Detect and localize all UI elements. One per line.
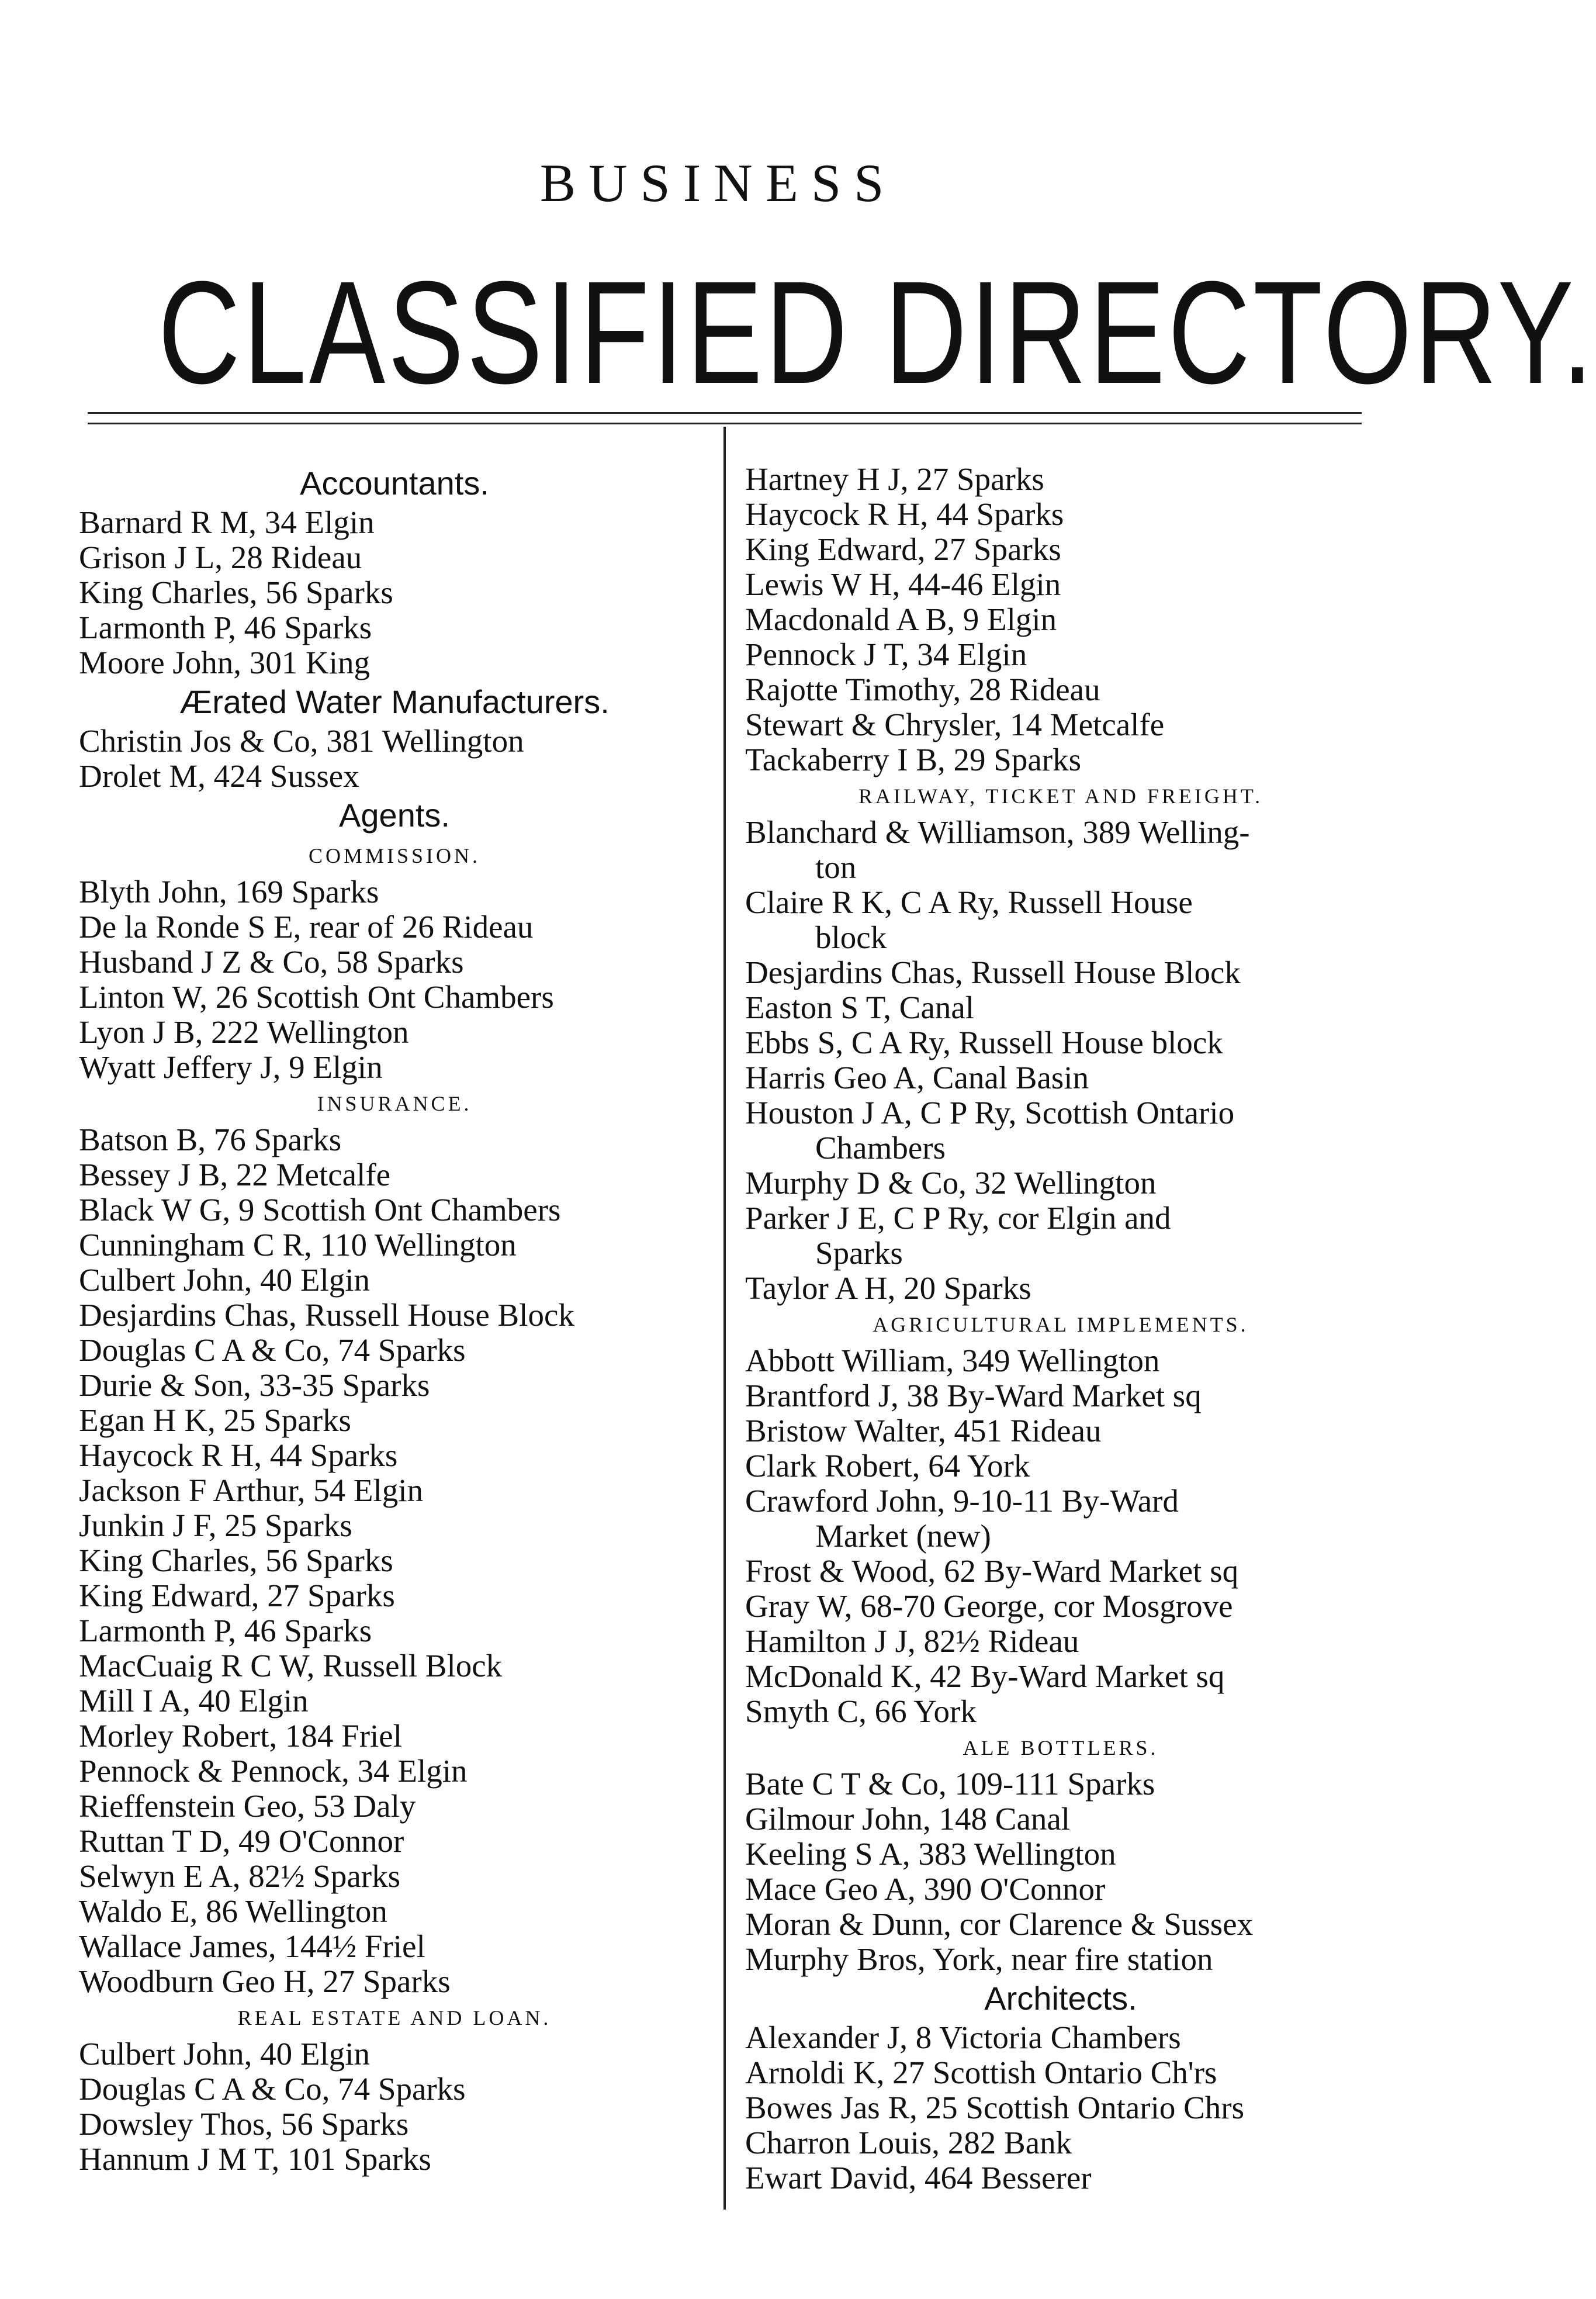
directory-entry: Haycock R H, 44 Sparks [745,496,1064,532]
directory-entry: Pennock J T, 34 Elgin [745,637,1027,672]
directory-entry: Charron Louis, 282 Bank [745,2125,1072,2160]
directory-entry: Mace Geo A, 390 O'Connor [745,1871,1106,1907]
directory-entry: Douglas C A & Co, 74 Sparks [79,2071,466,2107]
column-divider [723,427,726,2210]
directory-entry: Waldo E, 86 Wellington [79,1893,387,1929]
directory-entry: Durie & Son, 33-35 Sparks [79,1367,430,1403]
directory-entry: Bristow Walter, 451 Rideau [745,1413,1102,1448]
directory-entry: Gilmour John, 148 Canal [745,1801,1071,1837]
entry-continuation: Chambers [815,1130,946,1166]
directory-entry: Haycock R H, 44 Sparks [79,1437,398,1473]
directory-entry: Stewart & Chrysler, 14 Metcalfe [745,707,1165,742]
right-column [745,462,1376,2196]
entry-continuation: block [815,919,887,955]
directory-entry: Hartney H J, 27 Sparks [745,461,1044,497]
directory-entry: King Edward, 27 Sparks [745,531,1061,567]
directory-entry: Ruttan T D, 49 O'Connor [79,1823,404,1859]
directory-entry: McDonald K, 42 By-Ward Market sq [745,1658,1225,1694]
left-column [79,462,710,2177]
entry-continuation: ton [815,849,857,885]
category-heading: Agents. [339,797,450,834]
directory-entry: Desjardins Chas, Russell House Block [745,955,1241,990]
directory-entry: Parker J E, C P Ry, cor Elgin and [745,1200,1171,1236]
directory-entry: De la Ronde S E, rear of 26 Rideau [79,909,534,945]
directory-entry: Hannum J M T, 101 Sparks [79,2141,431,2177]
entry-continuation: Sparks [815,1235,903,1271]
directory-entry: Crawford John, 9-10-11 By-Ward [745,1483,1179,1519]
category-heading: Accountants. [300,465,489,502]
directory-entry: Blyth John, 169 Sparks [79,874,379,910]
header-rule-top [88,412,1362,414]
subcategory-heading: ALE BOTTLERS. [963,1736,1159,1759]
directory-entry: Alexander J, 8 Victoria Chambers [745,2020,1181,2055]
directory-entry: Douglas C A & Co, 74 Sparks [79,1332,466,1368]
directory-entry: Barnard R M, 34 Elgin [79,504,375,540]
directory-entry: Morley Robert, 184 Friel [79,1718,402,1754]
directory-entry: Desjardins Chas, Russell House Block [79,1297,574,1333]
subcategory-heading: COMMISSION. [308,844,481,867]
entry-continuation: Market (new) [815,1518,991,1554]
directory-entry: Bessey J B, 22 Metcalfe [79,1157,391,1192]
directory-entry: Smyth C, 66 York [745,1693,977,1729]
directory-entry: Houston J A, C P Ry, Scottish Ontario [745,1095,1235,1131]
directory-entry: Bate C T & Co, 109-111 Sparks [745,1766,1155,1802]
directory-entry: King Charles, 56 Sparks [79,575,393,610]
directory-entry: Selwyn E A, 82½ Sparks [79,1858,400,1894]
directory-entry: Lewis W H, 44-46 Elgin [745,566,1061,602]
header-rule-bottom [88,423,1362,424]
directory-entry: Hamilton J J, 82½ Rideau [745,1623,1079,1659]
directory-entry: Christin Jos & Co, 381 Wellington [79,723,524,759]
directory-entry: Husband J Z & Co, 58 Sparks [79,944,464,980]
directory-entry: Frost & Wood, 62 By-Ward Market sq [745,1553,1239,1589]
category-heading: Ærated Water Manufacturers. [179,683,610,720]
directory-entry: Tackaberry I B, 29 Sparks [745,742,1082,777]
directory-entry: Lyon J B, 222 Wellington [79,1014,409,1050]
directory-entry: Murphy D & Co, 32 Wellington [745,1165,1157,1201]
directory-entry: Macdonald A B, 9 Elgin [745,601,1057,637]
subcategory-heading: RAILWAY, TICKET AND FREIGHT. [858,784,1263,808]
directory-entry: Culbert John, 40 Elgin [79,1262,371,1298]
directory-entry: Jackson F Arthur, 54 Elgin [79,1472,424,1508]
directory-entry: King Edward, 27 Sparks [79,1578,395,1613]
directory-entry: Mill I A, 40 Elgin [79,1683,309,1719]
directory-entry: Larmonth P, 46 Sparks [79,1613,372,1648]
directory-entry: Claire R K, C A Ry, Russell House [745,884,1193,920]
directory-entry: Linton W, 26 Scottish Ont Chambers [79,979,554,1015]
header-business: BUSINESS [539,153,897,213]
directory-entry: Moore John, 301 King [79,645,371,680]
header-title: CLASSIFIED DIRECTORY. [158,251,1596,414]
subcategory-heading: INSURANCE. [317,1092,472,1115]
directory-entry: Wyatt Jeffery J, 9 Elgin [79,1049,383,1085]
page-header [0,0,1596,421]
directory-entry: Blanchard & Williamson, 389 Welling- [745,814,1250,850]
directory-entry: Pennock & Pennock, 34 Elgin [79,1753,468,1789]
directory-entry: MacCuaig R C W, Russell Block [79,1648,503,1683]
category-heading: Architects. [984,1980,1137,2017]
directory-entry: Black W G, 9 Scottish Ont Chambers [79,1192,561,1228]
directory-entry: Dowsley Thos, 56 Sparks [79,2106,409,2142]
directory-entry: Ewart David, 464 Besserer [745,2160,1092,2196]
directory-entry: Brantford J, 38 By-Ward Market sq [745,1378,1202,1413]
directory-entry: Abbott William, 349 Wellington [745,1343,1160,1378]
directory-entry: Batson B, 76 Sparks [79,1122,342,1157]
directory-entry: Clark Robert, 64 York [745,1448,1030,1484]
directory-entry: Arnoldi K, 27 Scottish Ontario Ch'rs [745,2055,1217,2090]
directory-entry: Drolet M, 424 Sussex [79,758,359,794]
subcategory-heading: REAL ESTATE AND LOAN. [237,2006,552,2030]
directory-entry: Moran & Dunn, cor Clarence & Sussex [745,1906,1254,1942]
directory-entry: Rieffenstein Geo, 53 Daly [79,1788,416,1824]
directory-entry: Egan H K, 25 Sparks [79,1402,351,1438]
directory-entry: Bowes Jas R, 25 Scottish Ontario Chrs [745,2090,1245,2125]
directory-entry: Woodburn Geo H, 27 Sparks [79,1963,451,1999]
directory-entry: King Charles, 56 Sparks [79,1543,393,1578]
directory-entry: Murphy Bros, York, near fire station [745,1941,1213,1977]
directory-entry: Rajotte Timothy, 28 Rideau [745,672,1100,707]
directory-entry: Ebbs S, C A Ry, Russell House block [745,1025,1223,1060]
directory-entry: Wallace James, 144½ Friel [79,1928,425,1964]
directory-entry: Junkin J F, 25 Sparks [79,1508,352,1543]
directory-entry: Easton S T, Canal [745,990,975,1025]
directory-entry: Harris Geo A, Canal Basin [745,1060,1089,1095]
directory-entry: Cunningham C R, 110 Wellington [79,1227,517,1263]
directory-entry: Larmonth P, 46 Sparks [79,610,372,645]
subcategory-heading: AGRICULTURAL IMPLEMENTS. [873,1313,1249,1336]
directory-entry: Culbert John, 40 Elgin [79,2036,371,2072]
directory-entry: Taylor A H, 20 Sparks [745,1270,1031,1306]
directory-entry: Grison J L, 28 Rideau [79,540,362,575]
directory-entry: Keeling S A, 383 Wellington [745,1836,1116,1872]
directory-entry: Gray W, 68-70 George, cor Mosgrove [745,1588,1233,1624]
